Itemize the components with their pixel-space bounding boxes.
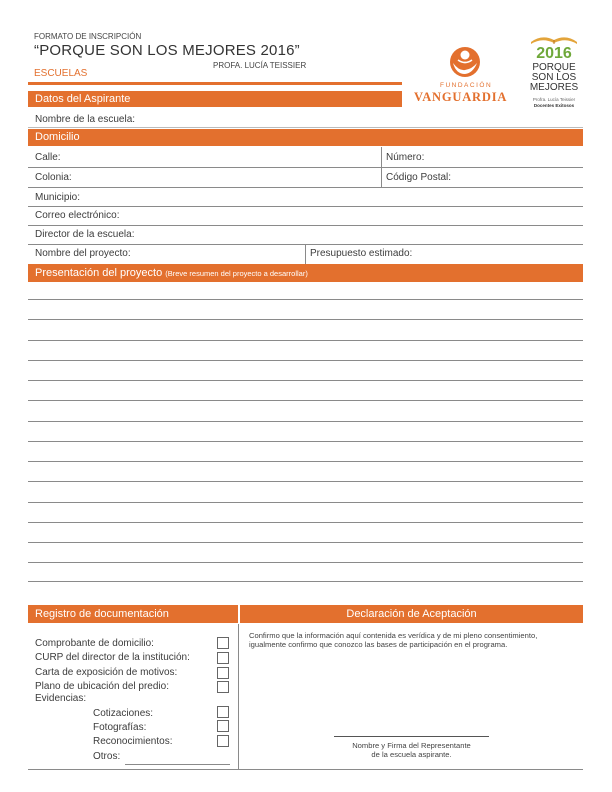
presentacion-textarea[interactable] [28, 283, 583, 583]
colonia-divider [381, 168, 382, 188]
doc-item-curp-checkbox[interactable] [217, 652, 229, 664]
otros-label: Otros: [93, 751, 121, 762]
doc-item-curp-label: CURP del director de la institución: [35, 652, 190, 663]
page-title: “PORQUE SON LOS MEJORES 2016” [34, 42, 300, 59]
row-line [28, 225, 583, 226]
domicilio-section-bar [28, 129, 583, 146]
writing-line [28, 299, 583, 300]
signature-field[interactable] [334, 700, 489, 736]
writing-line [28, 461, 583, 462]
writing-line [28, 340, 583, 341]
evidencia-fotografias-checkbox[interactable] [217, 720, 229, 732]
presentacion-section-title [35, 267, 308, 279]
form-bottom-rule [28, 769, 583, 770]
writing-line [28, 441, 583, 442]
municipio-field[interactable] [86, 192, 580, 205]
logo-line3: MEJORES [529, 82, 579, 93]
fundacion-vanguardia-logo [412, 46, 514, 108]
director-field[interactable] [140, 229, 580, 242]
logo-credit: Profra. Lucía Teissier [532, 97, 576, 102]
presentacion-note: (Breve resumen del proyecto a desarrollar) [165, 269, 308, 278]
numero-label: Número: [386, 152, 425, 163]
proyecto-divider [305, 245, 306, 264]
book-icon [528, 32, 580, 46]
declaracion-section-title: Declaración de Aceptación [346, 608, 477, 620]
evidencia-cotizaciones-checkbox[interactable] [217, 706, 229, 718]
writing-line [28, 360, 583, 361]
declaracion-text-line2: igualmente confirmo que conozco las bases de participación en el programa. [249, 640, 508, 649]
calle-field[interactable] [65, 152, 375, 165]
datos-section-title: Datos del Aspirante [35, 93, 131, 105]
otros-field[interactable] [125, 751, 229, 764]
writing-line [28, 400, 583, 401]
form-top-rule [28, 127, 583, 128]
vanguardia-label: VANGUARDIA [414, 90, 508, 104]
section-divider [238, 624, 239, 769]
numero-field[interactable] [432, 152, 580, 165]
writing-line [28, 481, 583, 482]
format-label: FORMATO DE INSCRIPCIÓN [34, 32, 142, 41]
writing-line [28, 380, 583, 381]
cp-label: Código Postal: [386, 172, 452, 183]
row-line [28, 187, 583, 188]
municipio-label: Municipio: [35, 192, 81, 203]
doc-item-carta-checkbox[interactable] [217, 667, 229, 679]
writing-line [28, 421, 583, 422]
evidencias-label: Evidencias: [35, 693, 87, 704]
calle-divider [381, 147, 382, 168]
logo-year: 2016 [536, 45, 572, 62]
logo-line2: SON LOS [531, 72, 577, 83]
doc-item-carta-label: Carta de exposición de motivos: [35, 667, 178, 678]
category-label: ESCUELAS [34, 68, 88, 79]
fundacion-label: FUNDACIÓN [440, 82, 493, 89]
escuela-label: Nombre de la escuela: [35, 114, 136, 125]
presentacion-title: Presentación del proyecto [35, 267, 163, 279]
signature-line [334, 736, 489, 737]
writing-line [28, 542, 583, 543]
author-name: PROFA. LUCÍA TEISSIER [213, 61, 307, 70]
row-line [28, 167, 583, 168]
evidencia-reconocimientos-label: Reconocimientos: [93, 736, 173, 747]
writing-line [28, 522, 583, 523]
colonia-field[interactable] [76, 172, 376, 185]
registro-section-title: Registro de documentación [35, 608, 169, 620]
porque-son-los-mejores-logo [526, 30, 582, 110]
correo-field[interactable] [125, 210, 580, 223]
row-line [28, 206, 583, 207]
escuela-field[interactable] [140, 114, 580, 127]
signature-caption-line2: de la escuela aspirante. [371, 750, 452, 759]
logo-credit2: Docentes Exitosos [533, 103, 575, 108]
declaracion-text-line1: Confirmo que la información aquí contenida es verídica y de mi pleno consentimiento, [249, 631, 538, 640]
cp-field[interactable] [455, 172, 580, 185]
writing-line [28, 562, 583, 563]
evidencia-cotizaciones-label: Cotizaciones: [93, 708, 154, 719]
colonia-label: Colonia: [35, 172, 72, 183]
evidencia-fotografias-label: Fotografías: [93, 722, 147, 733]
director-label: Director de la escuela: [35, 229, 135, 240]
signature-caption-line1: Nombre y Firma del Representante [352, 741, 471, 750]
proyecto-field[interactable] [135, 248, 300, 261]
doc-item-plano-label: Plano de ubicación del predio: [35, 681, 169, 692]
evidencia-reconocimientos-checkbox[interactable] [217, 735, 229, 747]
writing-line [28, 319, 583, 320]
correo-label: Correo electrónico: [35, 210, 120, 221]
hand-sun-icon [445, 46, 485, 80]
doc-item-comprobante-label: Comprobante de domicilio: [35, 638, 154, 649]
proyecto-label: Nombre del proyecto: [35, 248, 131, 259]
domicilio-section-title: Domicilio [35, 131, 80, 143]
presupuesto-label: Presupuesto estimado: [310, 248, 413, 259]
logo-line1: PORQUE [532, 62, 576, 73]
writing-line [28, 581, 583, 582]
doc-item-plano-checkbox[interactable] [217, 681, 229, 693]
calle-label: Calle: [35, 152, 61, 163]
otros-underline [125, 764, 230, 765]
writing-line [28, 502, 583, 503]
header-rule [28, 82, 402, 85]
doc-item-comprobante-checkbox[interactable] [217, 637, 229, 649]
presupuesto-field[interactable] [418, 248, 580, 261]
